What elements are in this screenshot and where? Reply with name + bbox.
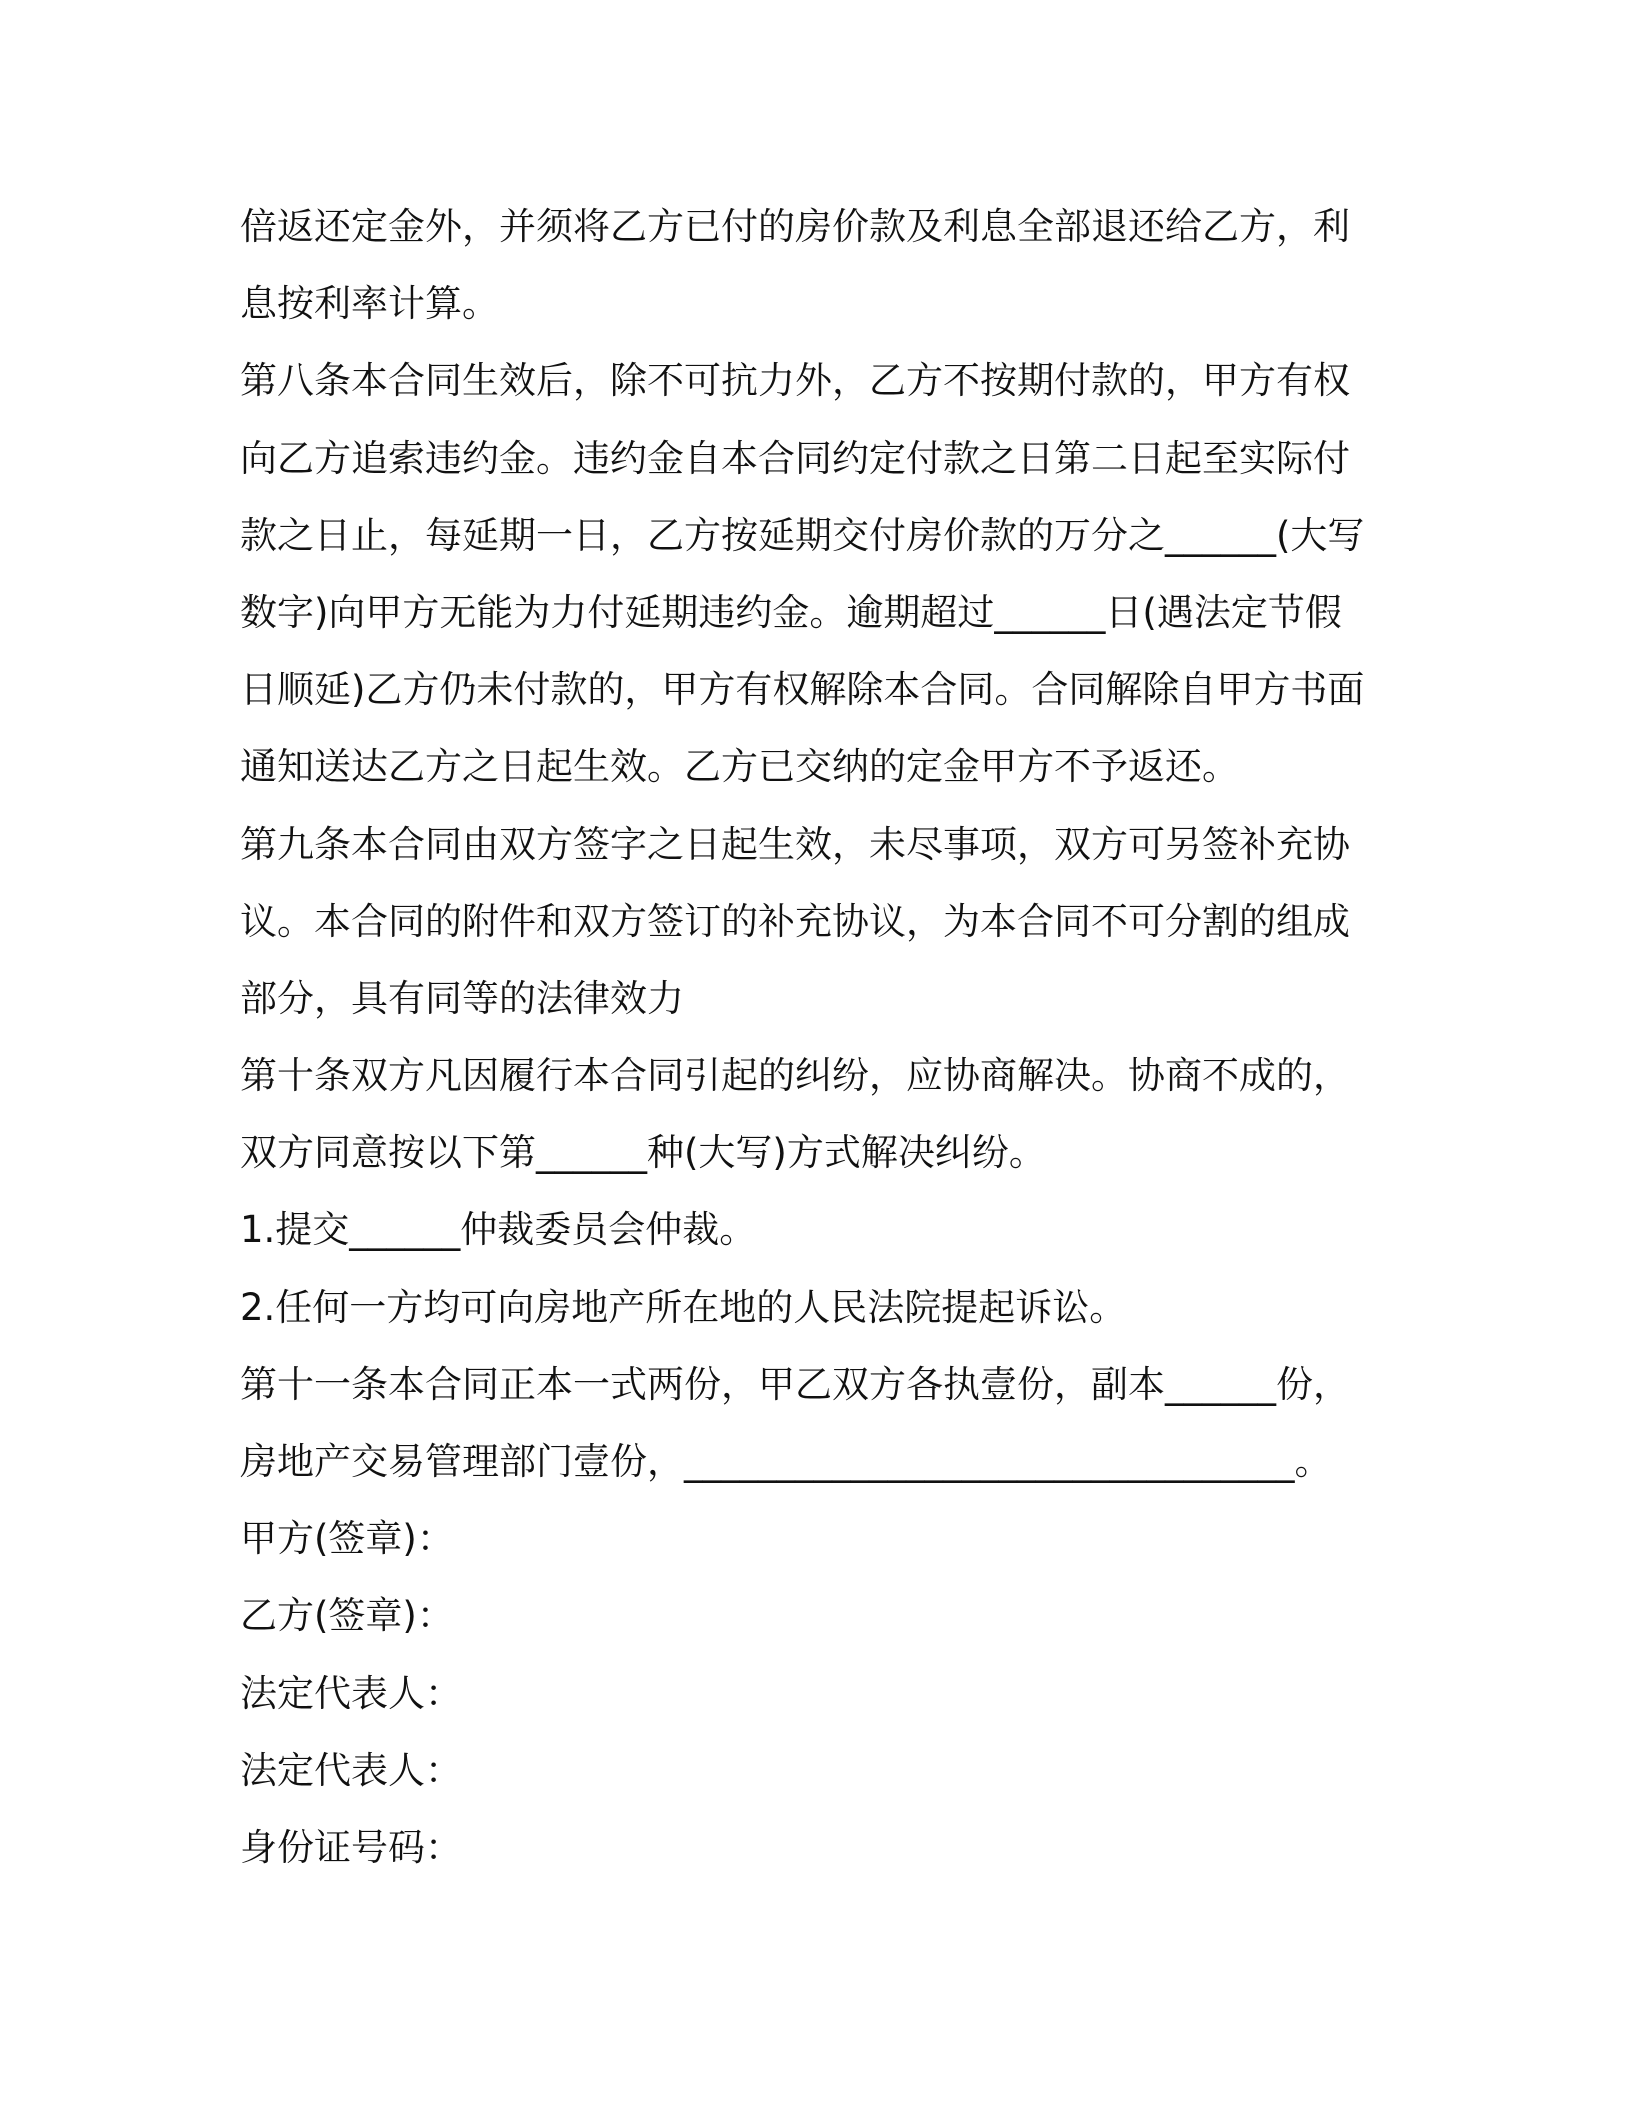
text-line: 日顺延)乙方仍未付款的，甲方有权解除本合同。合同解除自甲方书面 <box>240 668 1365 712</box>
text-line: 向乙方追索违约金。违约金自本合同约定付款之日第二日起至实际付 <box>240 436 1350 480</box>
party-b-signature-label: 乙方(签章)： <box>240 1594 454 1638</box>
legal-representative-label: 法定代表人： <box>240 1748 462 1792</box>
article-11-line: 第十一条本合同正本一式两份，甲乙双方各执壹份，副本______份， <box>240 1362 1350 1406</box>
party-a-signature-label: 甲方(签章)： <box>240 1517 454 1561</box>
article-10-line: 第十条双方凡因履行本合同引起的纠纷，应协商解决。协商不成的， <box>240 1054 1350 1098</box>
text-line: 通知送达乙方之日起生效。乙方已交纳的定金甲方不予返还。 <box>240 745 1239 789</box>
text-line: 数字)向甲方无能为力付延期违约金。逾期超过______日(遇法定节假 <box>240 590 1342 634</box>
text-line: 款之日止，每延期一日，乙方按延期交付房价款的万分之______(大写 <box>240 513 1365 557</box>
legal-representative-label: 法定代表人： <box>240 1671 462 1715</box>
text-line: 息按利率计算。 <box>240 282 499 326</box>
option-2-line: 2.任何一方均可向房地产所在地的人民法院提起诉讼。 <box>240 1285 1127 1329</box>
text-line: 房地产交易管理部门壹份，_________________________________。 <box>240 1440 1332 1483</box>
text-line: 双方同意按以下第______种(大写)方式解决纠纷。 <box>240 1131 1046 1175</box>
contract-text-body <box>240 188 1390 1886</box>
text-line: 倍返还定金外，并须将乙方已付的房价款及利息全部退还给乙方，利 <box>240 205 1350 248</box>
text-line: 议。本合同的附件和双方签订的补充协议，为本合同不可分割的组成 <box>240 899 1350 943</box>
id-number-label: 身份证号码： <box>240 1825 462 1869</box>
article-8-line: 第八条本合同生效后，除不可抗力外，乙方不按期付款的，甲方有权 <box>240 359 1350 403</box>
option-1-line: 1.提交______仲裁委员会仲裁。 <box>240 1208 757 1252</box>
text-line: 部分，具有同等的法律效力 <box>240 976 684 1020</box>
article-9-line: 第九条本合同由双方签字之日起生效，未尽事项，双方可另签补充协 <box>240 822 1350 866</box>
